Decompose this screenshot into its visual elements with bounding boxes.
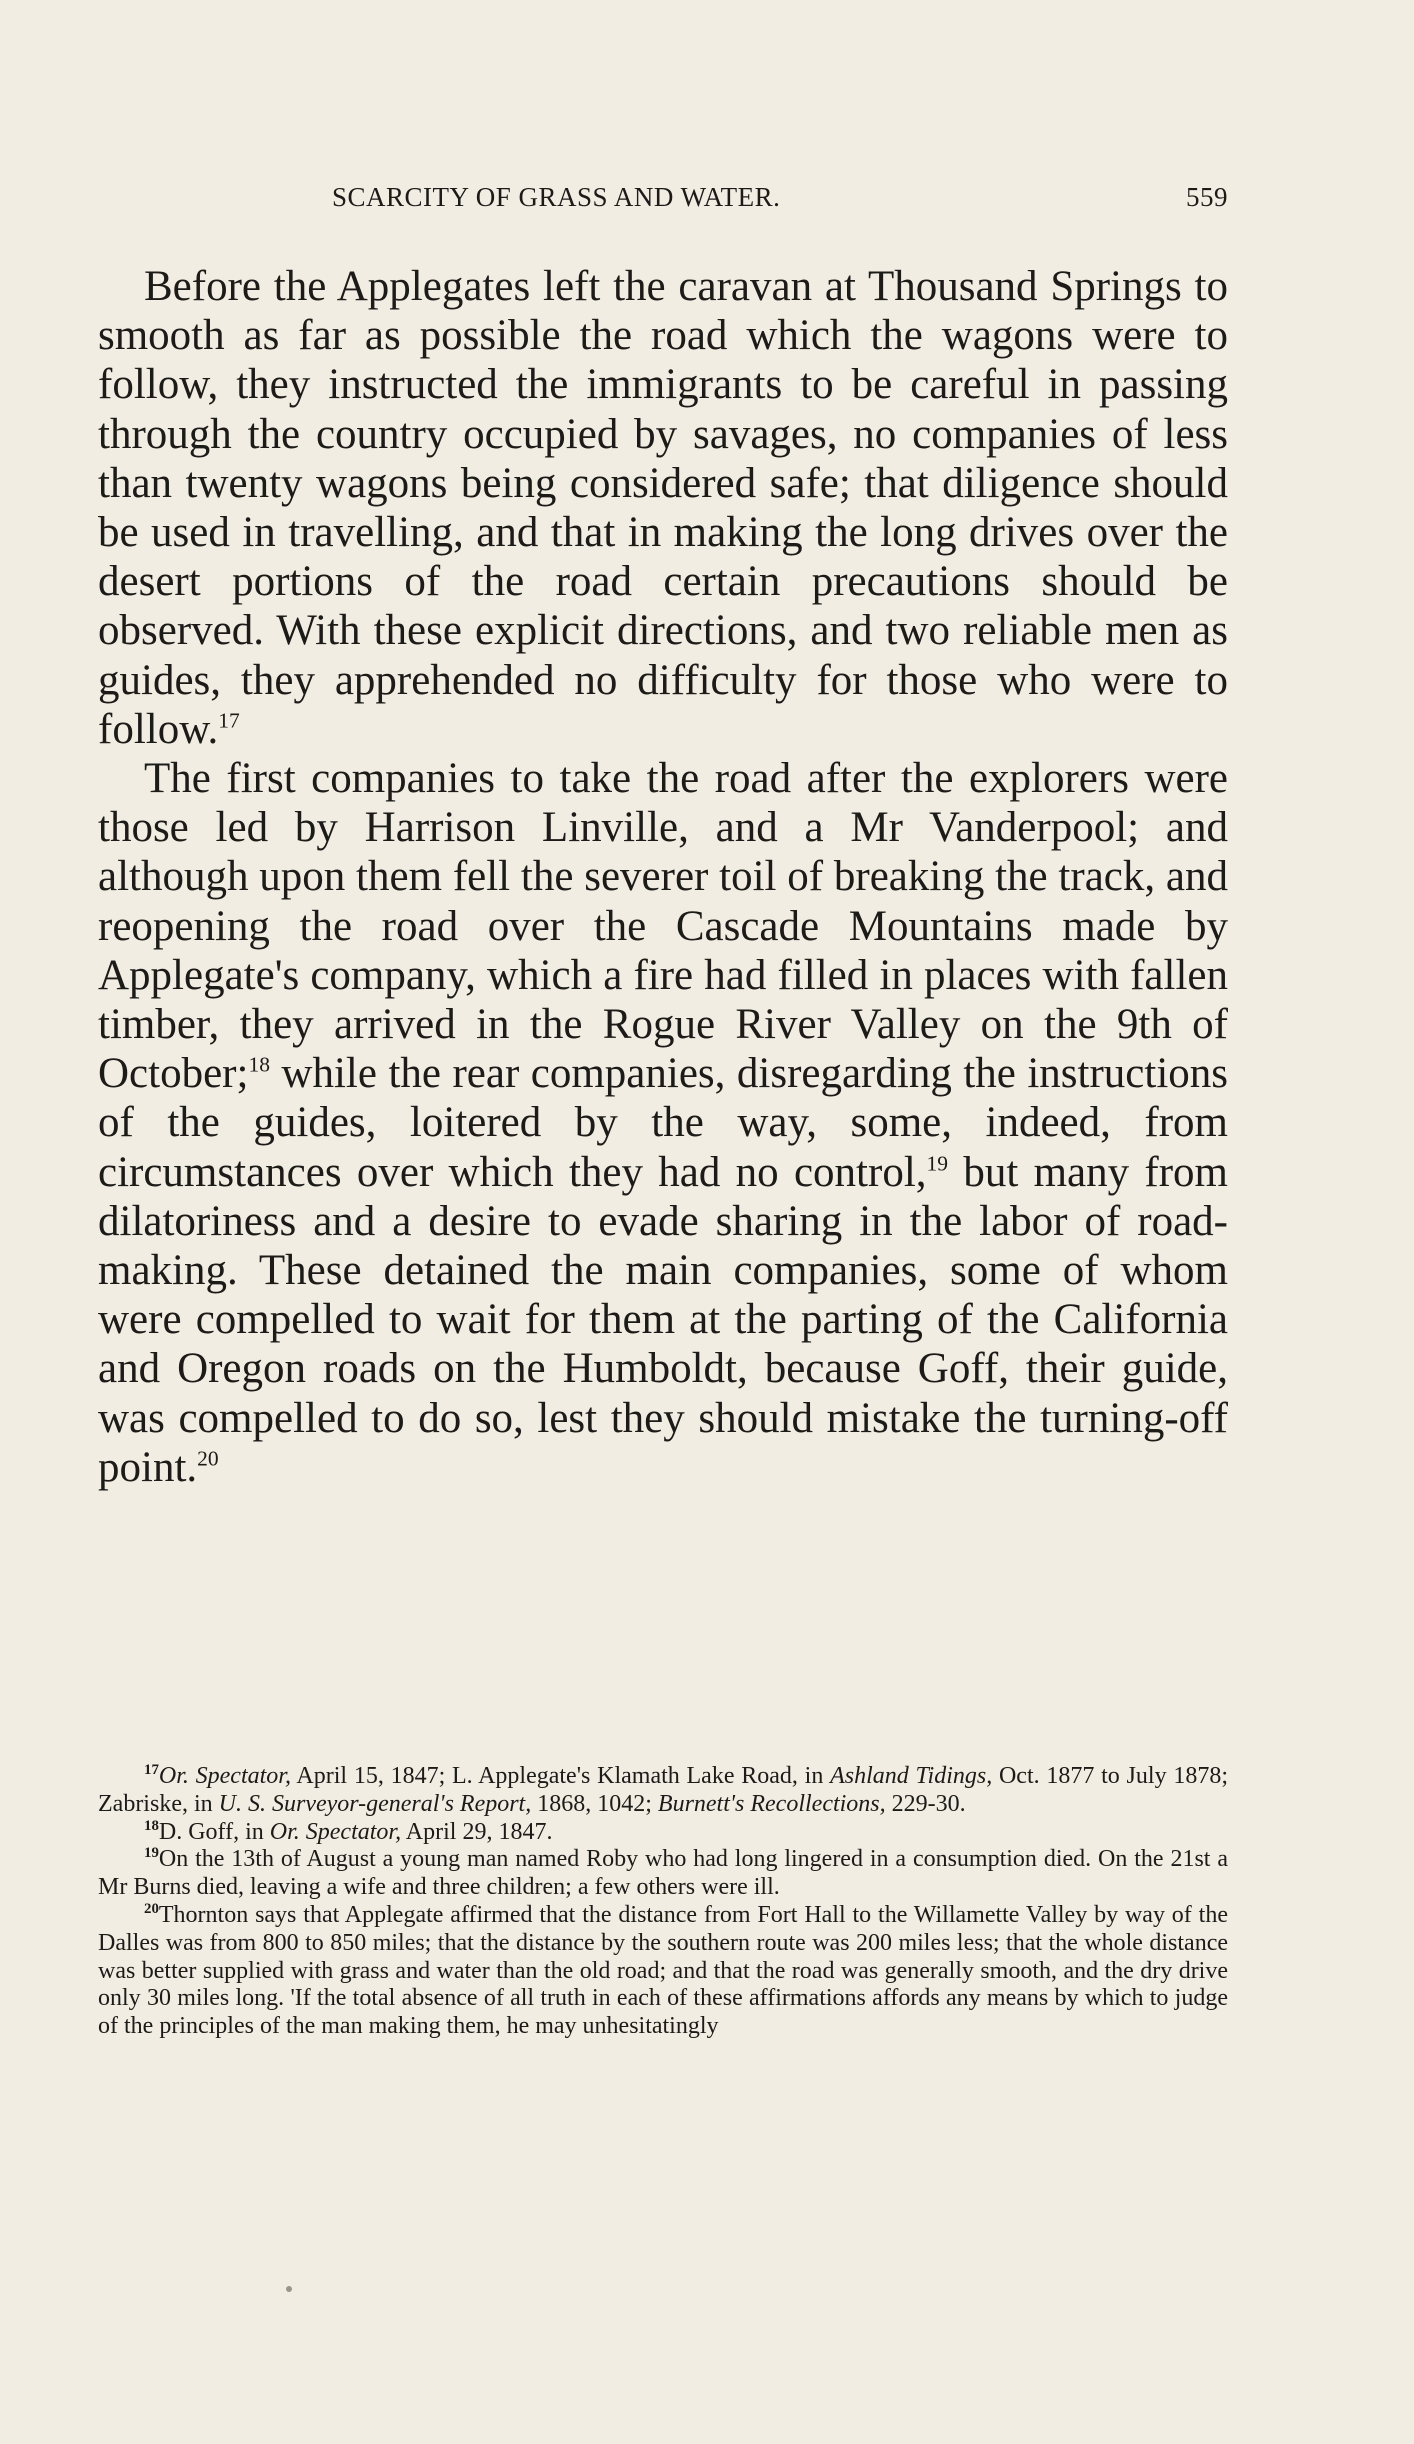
footnote-17-text-d: Oct. 1877 to July 1878; Zabriske, in <box>98 1763 1228 1817</box>
page-number: 559 <box>1186 182 1228 212</box>
footnote-18-text-c: April 29, 1847. <box>401 1818 553 1845</box>
footnote-20-mark: 20 <box>144 1900 159 1917</box>
paragraph-2-text-a: The first companies to take the road after the explorers were those led by Harrison Linville, and a Mr Vanderpool; and although upon them fell the severer toil of breaking the track, and reopening the road over the Cascade Mountains made by Applegate's company, which a fire had filled in places with fallen timber, they arrived in the Rogue River Valley on the 9th of October; <box>98 755 1228 1098</box>
footnote-20 <box>98 1902 1228 2041</box>
paragraph-2-text-b: while the rear companies, disregarding the instructions of the guides, loitered by the way, some, indeed, from circumstances over which they had no control, <box>98 1050 1228 1196</box>
footnote-20-text: Thornton says that Applegate affirmed that the distance from Fort Hall to the Willamette Valley by way of the Dalles was from 800 to 850 miles; that the distance by the southern route was 200 miles less; that the whole distance was better supplied with grass and water than the old road; and that the road was generally smooth, and the dry drive only 30 miles long. 'If the total absence of all truth in each of these affirmations affords any means by which to judge of the principles of the man making them, he may unhesitatingly <box>98 1901 1228 2040</box>
paragraph-2 <box>98 754 1228 1492</box>
footnote-18 <box>98 1819 1228 1847</box>
footnote-17 <box>98 1763 1228 1819</box>
footnotes <box>98 1763 1228 2041</box>
footnote-17-source-e: U. S. Surveyor-general's Report, <box>218 1790 532 1817</box>
footnote-17-source-g: Burnett's Recollections, <box>657 1790 886 1817</box>
paragraph-1-text: Before the Applegates left the caravan at Thousand Springs to smooth as far as possible the road which the wagons were to follow, they instructed the immigrants to be careful in passing through the country occupied by savages, no companies of less than twenty wagons being considered safe; that diligence should be used in travelling, and that in making the long drives over the desert portions of the road certain precautions should be observed. With these explicit directions, and two reliable men as guides, they apprehended no difficulty for those who were to follow. <box>98 263 1228 753</box>
footnote-17-source-a: Or. Spectator, <box>158 1763 291 1789</box>
paragraph-2-text-c: but many from dilatoriness and a desire to evade sharing in the labor of road-making. These detained the main companies, some of whom were compelled to wait for them at the parting of the California and Oregon roads on the Humboldt, because Goff, their guide, was compelled to do so, lest they should mistake the turning-off point. <box>98 1148 1228 1491</box>
paper-speck <box>286 2286 292 2292</box>
footnote-19 <box>98 1846 1228 1902</box>
footnote-17-source-c: Ashland Tidings, <box>830 1763 993 1789</box>
footnote-17-text-b: April 15, 1847; L. Applegate's Klamath Lake Road, in <box>290 1763 831 1789</box>
paragraph-1 <box>98 262 1228 754</box>
footnote-18-text-a: D. Goff, in <box>158 1818 270 1845</box>
footnote-ref-19: 19 <box>926 1151 949 1176</box>
footnote-ref-18: 18 <box>248 1052 270 1077</box>
footnote-18-source-b: Or. Spectator, <box>269 1818 402 1845</box>
footnote-17-mark: 17 <box>144 1762 159 1778</box>
footnote-17-text-h: 229-30. <box>885 1790 966 1817</box>
main-text <box>98 262 1228 1492</box>
running-head-title: SCARCITY OF GRASS AND WATER. <box>332 182 781 212</box>
footnote-19-text: On the 13th of August a young man named Roby who had long lingered in a consumption died. On the 21st a Mr Burns died, leaving a wife and three children; a few others were ill. <box>98 1846 1228 1901</box>
footnote-18-mark: 18 <box>144 1817 159 1834</box>
footnote-19-mark: 19 <box>144 1845 159 1862</box>
footnote-17-text-f: 1868, 1042; <box>531 1790 658 1817</box>
running-head <box>100 182 1228 222</box>
footnote-ref-17: 17 <box>218 708 240 733</box>
footnote-ref-20: 20 <box>197 1446 219 1471</box>
